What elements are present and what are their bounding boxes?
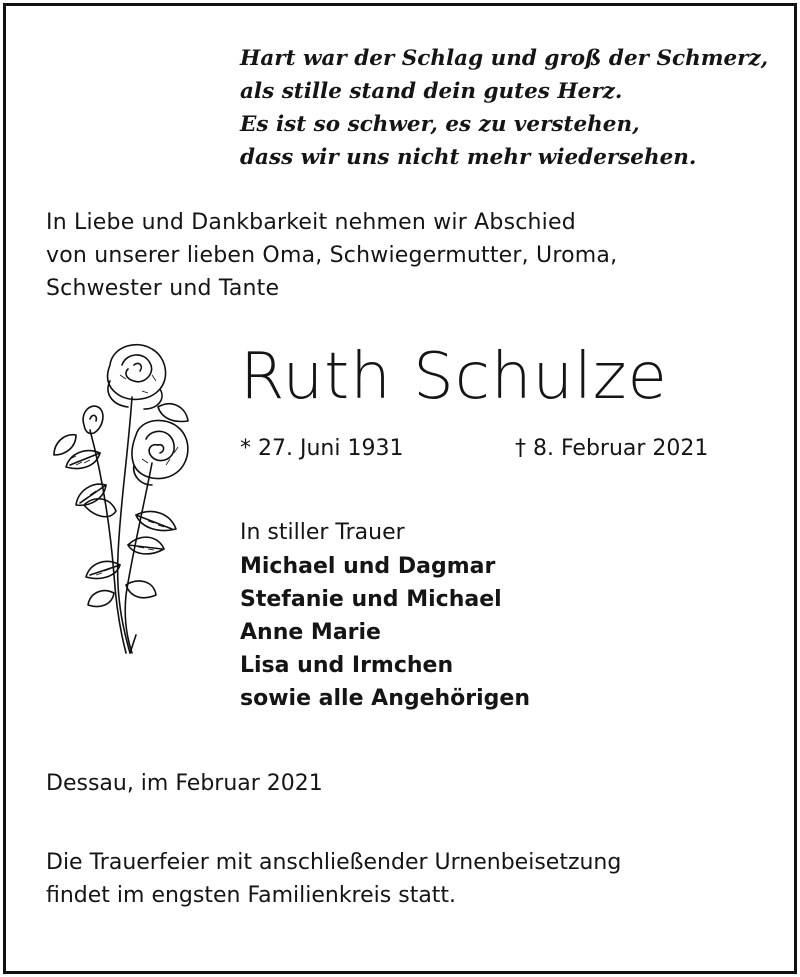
place-and-date: Dessau, im Februar 2021: [46, 771, 323, 796]
poem-line: dass wir uns nicht mehr wiedersehen.: [240, 145, 697, 170]
mourning-heading: In stiller Trauer: [240, 520, 405, 545]
note-line: findet im engsten Familienkreis statt.: [46, 883, 457, 908]
death-date: † 8. Februar 2021: [515, 436, 709, 461]
poem-line: als stille stand dein gutes Herz.: [240, 79, 623, 104]
intro-line: In Liebe und Dankbarkeit nehmen wir Abschied: [46, 210, 576, 235]
memorial-poem: [240, 42, 768, 174]
intro-line: Schwester und Tante: [46, 276, 280, 301]
mourner-name: Anne Marie: [240, 620, 381, 645]
poem-line: Hart war der Schlag und groß der Schmerz,: [240, 46, 769, 71]
deceased-name: Ruth Schulze: [240, 340, 668, 414]
intro-line: von unserer lieben Oma, Schwiegermutter, Uroma,: [46, 243, 618, 268]
rose-bouquet-icon: [40, 335, 200, 665]
note-line: Die Trauerfeier mit anschließender Urnenbeisetzung: [46, 850, 622, 875]
mourner-name: Stefanie und Michael: [240, 587, 502, 612]
farewell-intro: [46, 206, 617, 305]
mourner-name: sowie alle Angehörigen: [240, 686, 531, 711]
funeral-note: [46, 846, 621, 912]
mourner-name: Lisa und Irmchen: [240, 653, 454, 678]
birth-date: * 27. Juni 1931: [240, 436, 404, 461]
mourner-list: [240, 550, 530, 715]
mourner-name: Michael und Dagmar: [240, 554, 496, 579]
poem-line: Es ist so schwer, es zu verstehen,: [240, 112, 640, 137]
